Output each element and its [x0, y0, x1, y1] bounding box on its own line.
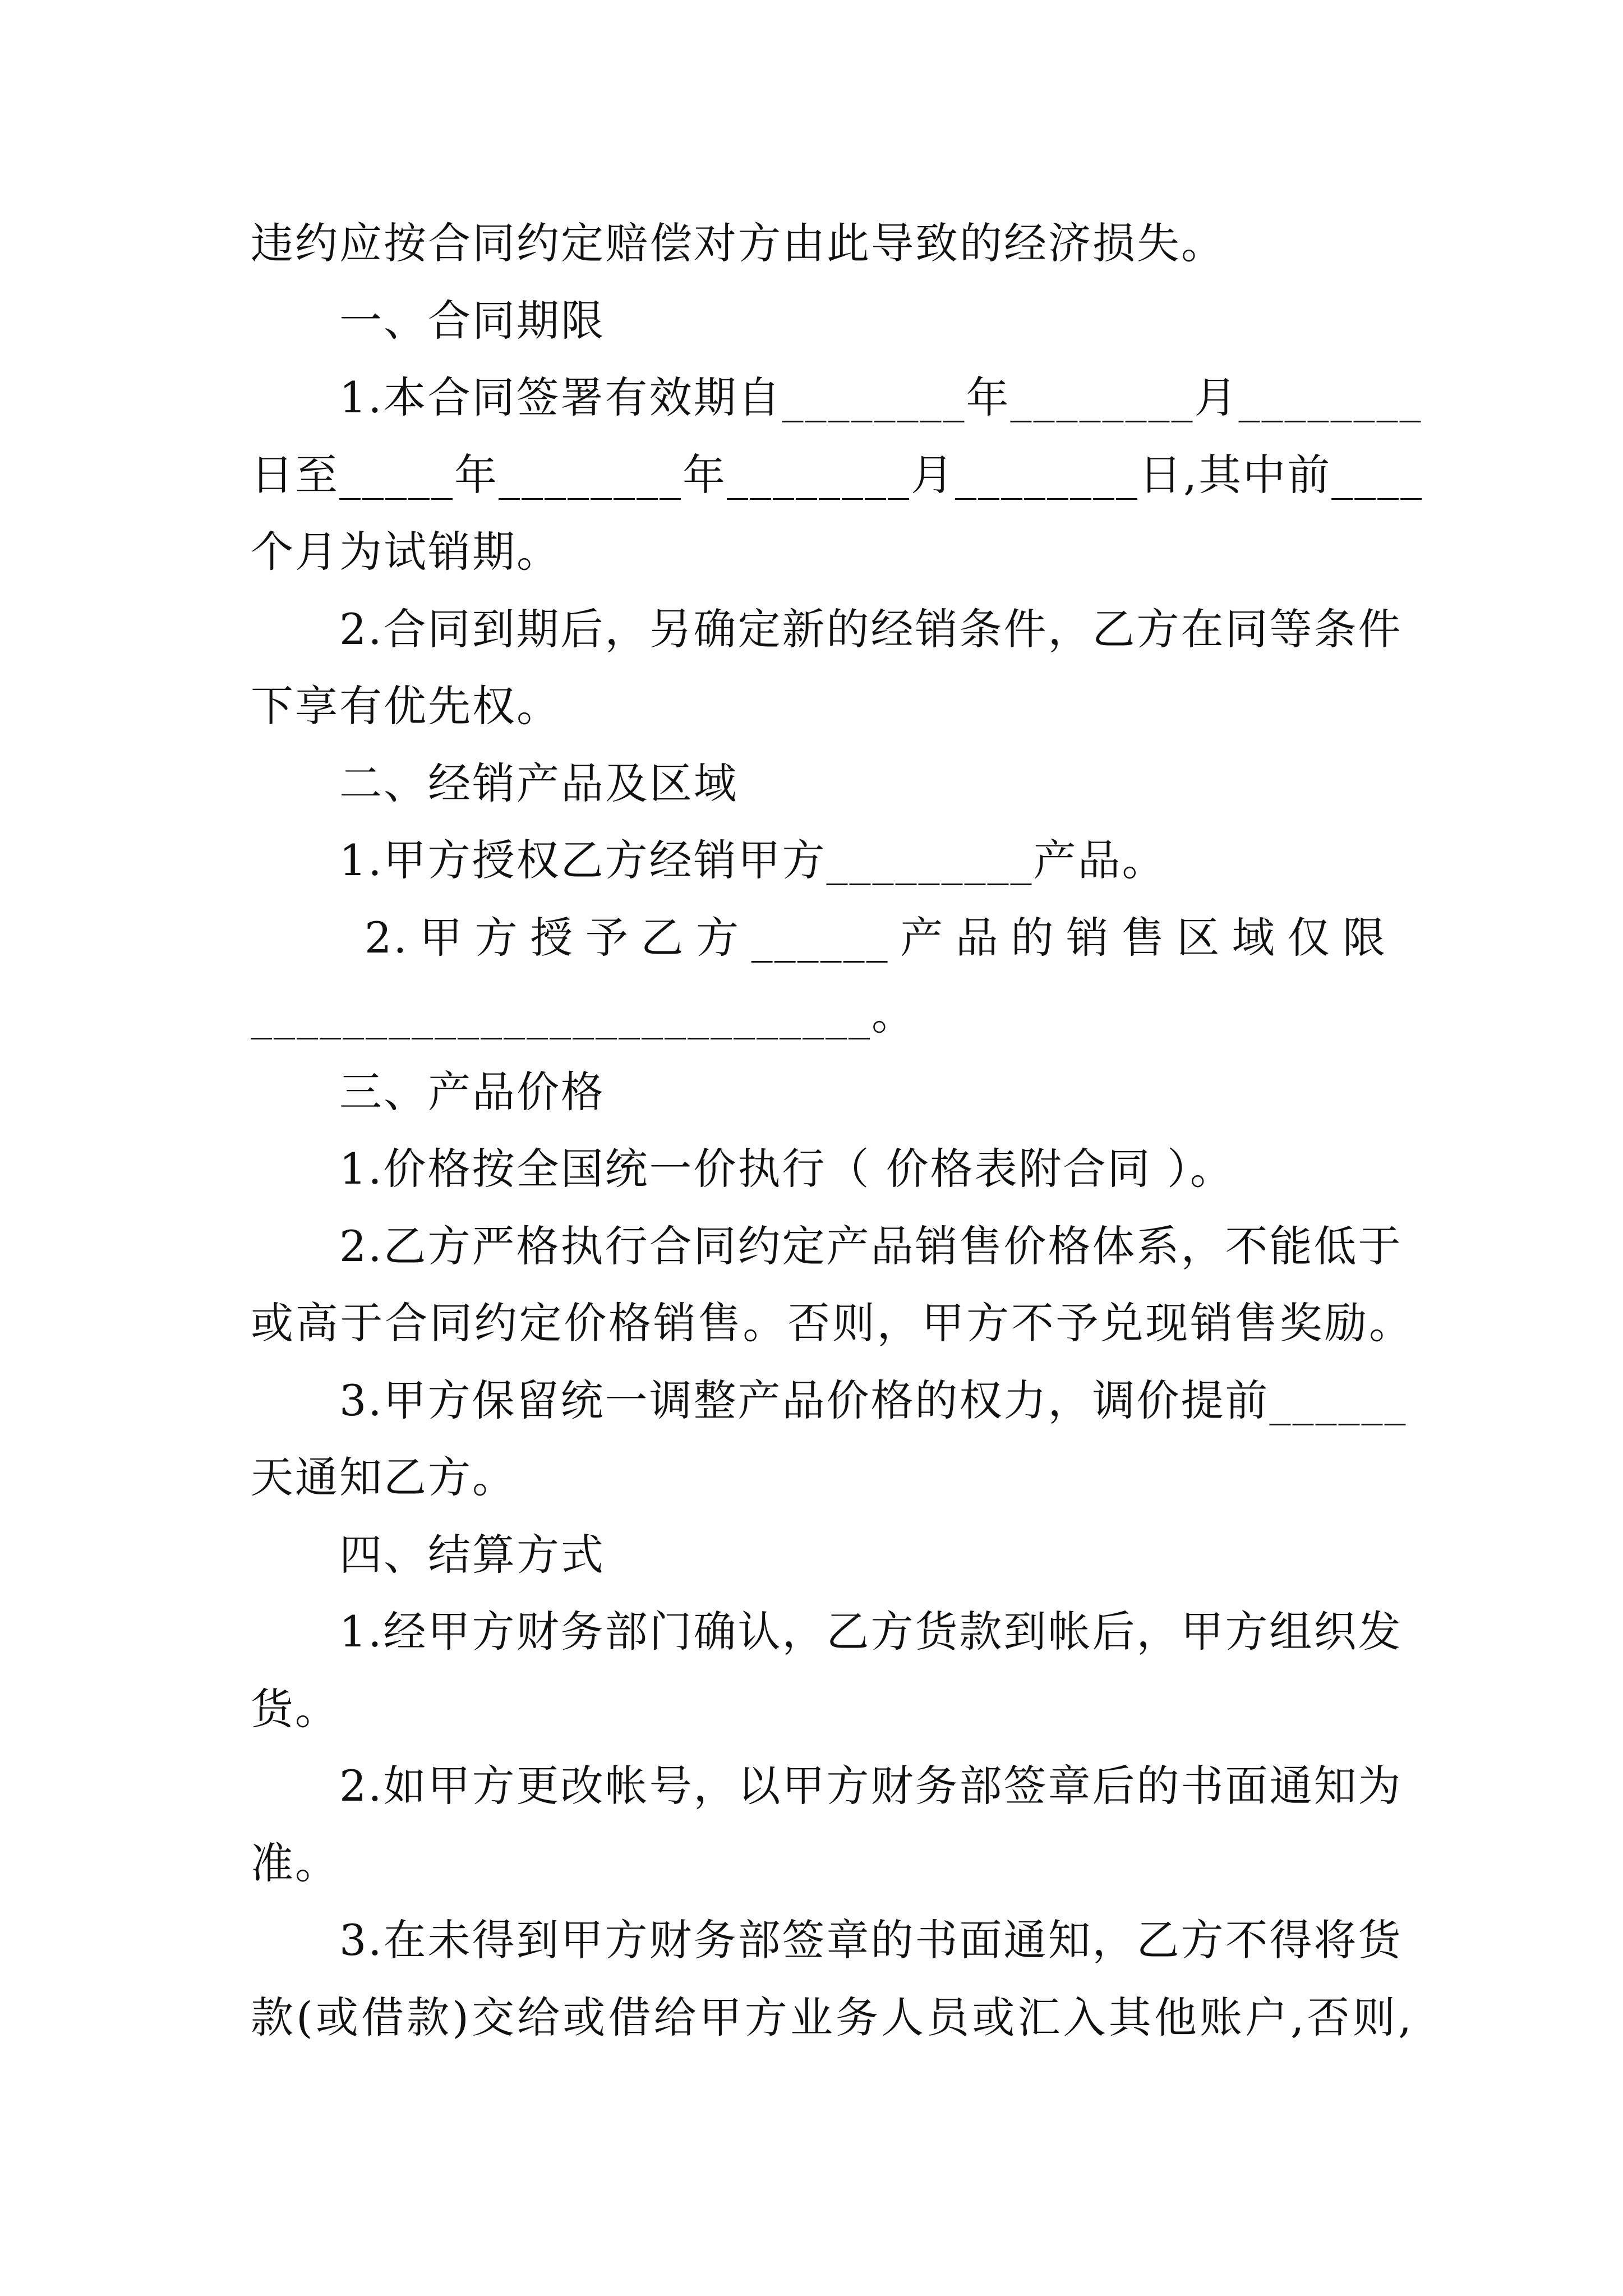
- clause-text-line: 1.本合同签署有效期自________年________月________: [339, 372, 1423, 422]
- clause-text-line: 个月为试销期。: [251, 527, 561, 577]
- clause-text-line: 2.合同到期后，另确定新的经销条件，乙方在同等条件: [339, 604, 1403, 654]
- clause-text-line: ___________________________。: [251, 990, 916, 1039]
- section-heading-settlement-method: 四、结算方式: [339, 1529, 605, 1580]
- clause-text-line: 2.乙方严格执行合同约定产品销售价格体系，不能低于: [339, 1221, 1403, 1271]
- clause-text-line: 准。: [251, 1838, 339, 1888]
- clause-text-line: 2.甲方授予乙方______产品的销售区域仅限: [365, 912, 1387, 963]
- clause-text-line: 违约应按合同约定赔偿对方由此导致的经济损失。: [251, 218, 1225, 268]
- clause-text-line: 下享有优先权。: [251, 681, 561, 731]
- clause-text-line: 或高于合同约定价格销售。否则，甲方不予兑现销售奖励。: [251, 1298, 1413, 1348]
- clause-text-line: 货。: [251, 1683, 339, 1734]
- clause-text-line: 天通知乙方。: [251, 1452, 517, 1502]
- clause-text-line: 1.甲方授权乙方经销甲方_________产品。: [339, 835, 1166, 885]
- clause-text-line: 3.在未得到甲方财务部签章的书面通知，乙方不得将货: [339, 1915, 1403, 1965]
- document-body: [251, 205, 1424, 2056]
- clause-text-line: 日至_____年________年________月________日,其中前____: [251, 449, 1424, 500]
- clause-text-line: 3.甲方保留统一调整产品价格的权力，调价提前______: [339, 1375, 1408, 1425]
- section-heading-contract-term: 一、合同期限: [339, 295, 605, 346]
- clause-text-line: 1.经甲方财务部门确认，乙方货款到帐后，甲方组织发: [339, 1607, 1403, 1657]
- clause-text-line: 款(或借款)交给或借给甲方业务人员或汇入其他账户,否则,: [251, 1992, 1413, 2042]
- section-heading-products-and-region: 二、经销产品及区域: [339, 758, 738, 808]
- clause-text-line: 1.价格按全国统一价执行（ 价格表附合同 ）。: [339, 1144, 1234, 1194]
- section-heading-product-price: 三、产品价格: [339, 1066, 605, 1117]
- clause-text-line: 2.如甲方更改帐号，以甲方财务部签章后的书面通知为: [339, 1761, 1403, 1811]
